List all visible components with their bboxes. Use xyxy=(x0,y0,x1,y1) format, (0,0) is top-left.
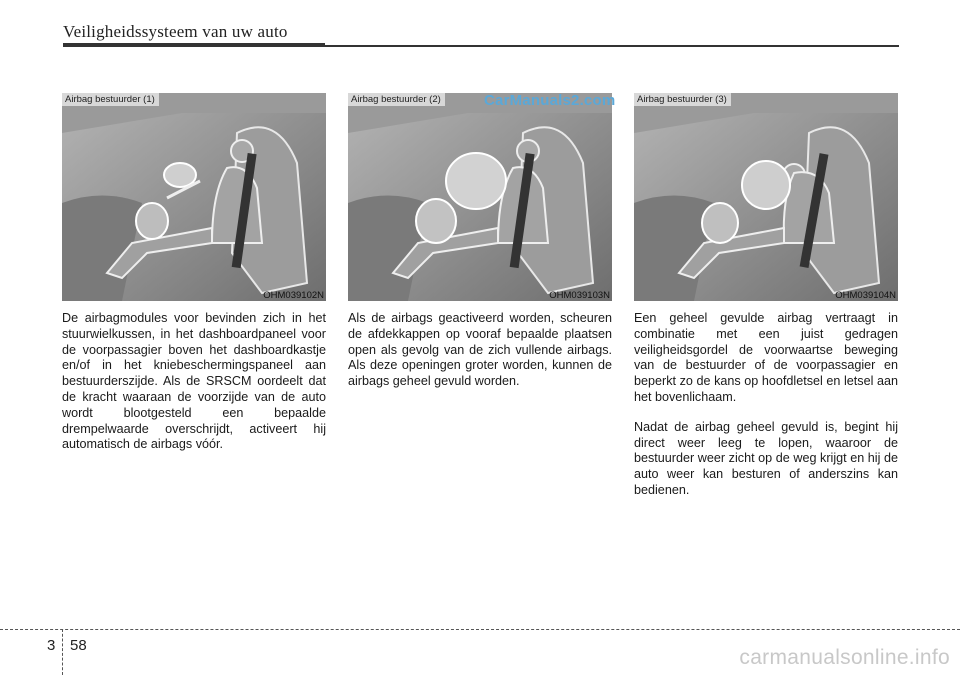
paragraph: Als de airbags geactiveerd worden, scheuren de afdekkappen op vooraf bepaalde plaatsen open als gevolg van de zich vullende airbags. Als deze openingen groter worden, kunnen de airbags geheel gevuld worden. xyxy=(348,311,612,389)
figure-label: Airbag bestuurder (1) xyxy=(62,93,159,106)
figure-label: Airbag bestuurder (3) xyxy=(634,93,731,106)
footer-divider xyxy=(0,629,960,630)
text-column-3 xyxy=(634,311,898,513)
paragraph: Nadat de airbag geheel gevuld is, begint hij direct weer leeg te lopen, waaroor de bestuurder weer zicht op de weg krijgt en hij de auto weer kan besturen of anderszins kan bedienen. xyxy=(634,419,898,497)
footer-vertical-divider xyxy=(62,629,63,675)
figure-code: OHM039102N xyxy=(263,290,324,301)
figure-airbag-2 xyxy=(348,93,612,301)
watermark: CarManuals2.com xyxy=(484,92,616,109)
figure-code: OHM039103N xyxy=(549,290,610,301)
airbag-driver-illustration-icon xyxy=(62,93,326,301)
chapter-number: 3 xyxy=(47,637,56,654)
airbag-driver-illustration-icon xyxy=(634,93,898,301)
header-rule xyxy=(63,45,899,47)
paragraph: De airbagmodules voor bevinden zich in het stuurwielkussen, in het dashboardpaneel voor de voorpassagier boven het dashboardkastje en/of in het kniebeschermingspaneel aan bestuurderszijde. Als de SRSCM oordeelt dat de kracht waaraan de voorzijde van de auto wordt blootgesteld een bepaalde drempelwaarde overschrijdt, activeert hij automatisch de airbags vóór. xyxy=(62,311,326,452)
page-number: 58 xyxy=(70,637,87,654)
site-watermark: carmanualsonline.info xyxy=(739,646,950,669)
figure-label: Airbag bestuurder (2) xyxy=(348,93,445,106)
figure-code: OHM039104N xyxy=(835,290,896,301)
text-column-2 xyxy=(348,311,612,404)
airbag-driver-illustration-icon xyxy=(348,93,612,301)
paragraph: Een geheel gevulde airbag vertraagt in combinatie met een juist gedragen veiligheidsgordel de voorwaartse beweging van de bestuurder of de voorpassagier en beperkt zo de kans op hoofdletsel en letsel aan het bovenlichaam. xyxy=(634,311,898,404)
figure-airbag-1 xyxy=(62,93,326,301)
text-column-1 xyxy=(62,311,326,467)
page-header-title: Veiligheidssysteem van uw auto xyxy=(63,22,288,41)
figure-airbag-3 xyxy=(634,93,898,301)
